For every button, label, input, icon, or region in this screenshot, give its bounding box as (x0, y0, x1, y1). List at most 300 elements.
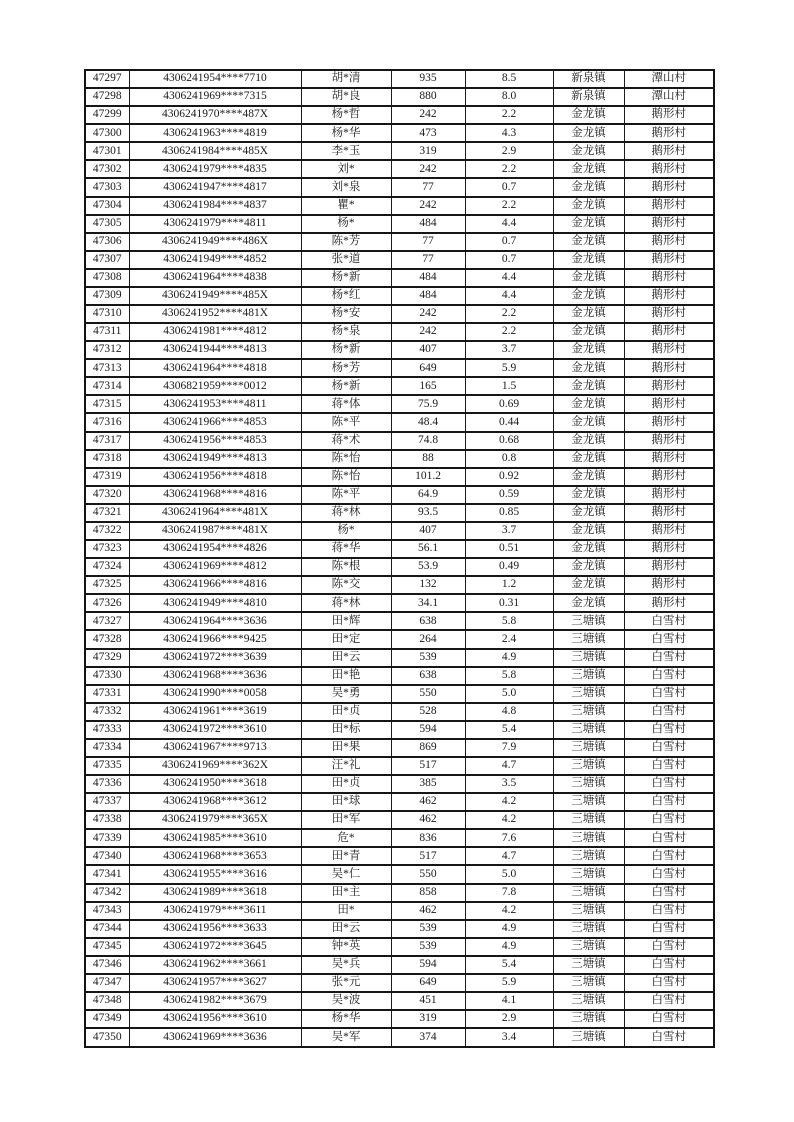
cell-town: 金龙镇 (553, 395, 624, 413)
cell-masked-id-number: 4306241956****3633 (129, 920, 301, 938)
cell-seq-number: 47347 (85, 974, 129, 992)
cell-value-1: 528 (391, 703, 465, 721)
cell-value-2: 0.68 (465, 432, 553, 450)
cell-masked-name: 钟*英 (301, 938, 391, 956)
table-row (85, 558, 714, 576)
table-row (85, 413, 714, 431)
cell-village: 白雪村 (624, 757, 714, 775)
cell-town: 三塘镇 (553, 884, 624, 902)
cell-masked-name: 杨*新 (301, 341, 391, 359)
cell-masked-id-number: 4306241966****4816 (129, 576, 301, 594)
table-row (85, 377, 714, 395)
cell-value-1: 550 (391, 685, 465, 703)
cell-masked-id-number: 4306241987****481X (129, 522, 301, 540)
cell-masked-name: 陈*平 (301, 486, 391, 504)
cell-town: 金龙镇 (553, 540, 624, 558)
cell-village: 鹅形村 (624, 178, 714, 196)
cell-value-2: 2.2 (465, 305, 553, 323)
cell-masked-name: 田*军 (301, 811, 391, 829)
cell-masked-id-number: 4306241969****4812 (129, 558, 301, 576)
cell-masked-name: 田*辉 (301, 612, 391, 630)
cell-value-2: 3.5 (465, 775, 553, 793)
cell-village: 白雪村 (624, 811, 714, 829)
cell-masked-name: 吴*军 (301, 1028, 391, 1047)
cell-seq-number: 47304 (85, 197, 129, 215)
table-row (85, 70, 714, 88)
cell-masked-name: 瞿* (301, 197, 391, 215)
cell-masked-name: 胡*良 (301, 88, 391, 106)
cell-masked-name: 蒋*林 (301, 504, 391, 522)
cell-value-2: 0.7 (465, 233, 553, 251)
cell-value-2: 2.9 (465, 142, 553, 160)
cell-value-1: 649 (391, 359, 465, 377)
table-row (85, 594, 714, 612)
cell-town: 金龙镇 (553, 486, 624, 504)
cell-town: 三塘镇 (553, 920, 624, 938)
cell-masked-id-number: 4306241962****3661 (129, 956, 301, 974)
table-row (85, 775, 714, 793)
cell-village: 鹅形村 (624, 359, 714, 377)
table-row (85, 106, 714, 124)
cell-seq-number: 47313 (85, 359, 129, 377)
cell-town: 新泉镇 (553, 88, 624, 106)
cell-town: 三塘镇 (553, 667, 624, 685)
cell-seq-number: 47322 (85, 522, 129, 540)
cell-village: 鹅形村 (624, 323, 714, 341)
cell-masked-id-number: 4306241982****3679 (129, 992, 301, 1010)
cell-masked-id-number: 4306241984****485X (129, 142, 301, 160)
cell-village: 鹅形村 (624, 341, 714, 359)
cell-town: 金龙镇 (553, 341, 624, 359)
cell-value-2: 5.8 (465, 612, 553, 630)
table-row (85, 323, 714, 341)
cell-value-2: 4.9 (465, 649, 553, 667)
cell-town: 三塘镇 (553, 829, 624, 847)
cell-masked-id-number: 4306241979****365X (129, 811, 301, 829)
table-row (85, 667, 714, 685)
cell-value-2: 5.4 (465, 721, 553, 739)
cell-village: 鹅形村 (624, 558, 714, 576)
cell-value-1: 264 (391, 630, 465, 648)
cell-masked-id-number: 4306241969****7315 (129, 88, 301, 106)
table-row (85, 829, 714, 847)
cell-village: 鹅形村 (624, 106, 714, 124)
cell-town: 金龙镇 (553, 106, 624, 124)
table-row (85, 884, 714, 902)
cell-value-1: 165 (391, 377, 465, 395)
cell-masked-id-number: 4306241956****4853 (129, 432, 301, 450)
cell-town: 三塘镇 (553, 757, 624, 775)
cell-seq-number: 47307 (85, 251, 129, 269)
cell-seq-number: 47297 (85, 70, 129, 88)
cell-masked-name: 吴*波 (301, 992, 391, 1010)
cell-masked-name: 陈*根 (301, 558, 391, 576)
cell-village: 鹅形村 (624, 233, 714, 251)
cell-masked-id-number: 4306241944****4813 (129, 341, 301, 359)
cell-seq-number: 47324 (85, 558, 129, 576)
cell-masked-name: 杨* (301, 215, 391, 233)
cell-value-1: 858 (391, 884, 465, 902)
table-row (85, 938, 714, 956)
records-table-container (84, 69, 713, 1048)
cell-value-1: 649 (391, 974, 465, 992)
cell-village: 鹅形村 (624, 287, 714, 305)
cell-value-2: 4.7 (465, 847, 553, 865)
cell-masked-id-number: 4306241952****481X (129, 305, 301, 323)
cell-value-1: 836 (391, 829, 465, 847)
cell-town: 三塘镇 (553, 739, 624, 757)
cell-village: 鹅形村 (624, 124, 714, 142)
cell-masked-name: 陈*平 (301, 413, 391, 431)
table-row (85, 305, 714, 323)
cell-seq-number: 47340 (85, 847, 129, 865)
cell-masked-id-number: 4306241972****3645 (129, 938, 301, 956)
cell-village: 白雪村 (624, 667, 714, 685)
cell-value-2: 5.0 (465, 865, 553, 883)
cell-seq-number: 47329 (85, 649, 129, 667)
cell-masked-id-number: 4306241984****4837 (129, 197, 301, 215)
cell-village: 白雪村 (624, 974, 714, 992)
cell-village: 白雪村 (624, 1010, 714, 1028)
cell-town: 金龙镇 (553, 160, 624, 178)
table-row (85, 178, 714, 196)
cell-value-2: 0.8 (465, 450, 553, 468)
cell-value-1: 484 (391, 269, 465, 287)
cell-town: 三塘镇 (553, 793, 624, 811)
cell-masked-name: 田*云 (301, 920, 391, 938)
cell-village: 白雪村 (624, 902, 714, 920)
cell-town: 三塘镇 (553, 902, 624, 920)
cell-value-1: 407 (391, 522, 465, 540)
cell-masked-id-number: 4306241985****3610 (129, 829, 301, 847)
cell-seq-number: 47316 (85, 413, 129, 431)
table-row (85, 793, 714, 811)
cell-masked-id-number: 4306241956****3610 (129, 1010, 301, 1028)
cell-town: 金龙镇 (553, 594, 624, 612)
cell-masked-id-number: 4306241957****3627 (129, 974, 301, 992)
cell-masked-name: 田*贞 (301, 775, 391, 793)
cell-value-2: 0.69 (465, 395, 553, 413)
cell-masked-id-number: 4306241979****4811 (129, 215, 301, 233)
cell-village: 白雪村 (624, 847, 714, 865)
records-table (84, 69, 715, 1048)
cell-seq-number: 47350 (85, 1028, 129, 1047)
cell-value-1: 880 (391, 88, 465, 106)
cell-village: 鹅形村 (624, 197, 714, 215)
cell-village: 白雪村 (624, 938, 714, 956)
cell-masked-id-number: 4306241969****3636 (129, 1028, 301, 1047)
cell-village: 白雪村 (624, 612, 714, 630)
cell-masked-id-number: 4306241968****3636 (129, 667, 301, 685)
cell-value-1: 517 (391, 847, 465, 865)
cell-village: 鹅形村 (624, 576, 714, 594)
cell-masked-id-number: 4306241954****7710 (129, 70, 301, 88)
cell-value-1: 77 (391, 178, 465, 196)
cell-masked-id-number: 4306241964****3636 (129, 612, 301, 630)
cell-value-1: 242 (391, 197, 465, 215)
table-row (85, 685, 714, 703)
cell-value-2: 7.9 (465, 739, 553, 757)
table-row (85, 504, 714, 522)
cell-seq-number: 47315 (85, 395, 129, 413)
cell-village: 白雪村 (624, 865, 714, 883)
cell-value-2: 8.0 (465, 88, 553, 106)
cell-value-1: 242 (391, 106, 465, 124)
cell-seq-number: 47344 (85, 920, 129, 938)
table-row (85, 721, 714, 739)
cell-seq-number: 47337 (85, 793, 129, 811)
table-row (85, 847, 714, 865)
cell-village: 白雪村 (624, 775, 714, 793)
cell-town: 金龙镇 (553, 504, 624, 522)
cell-masked-name: 吴*兵 (301, 956, 391, 974)
cell-masked-name: 陈*交 (301, 576, 391, 594)
cell-value-1: 869 (391, 739, 465, 757)
cell-seq-number: 47310 (85, 305, 129, 323)
cell-town: 金龙镇 (553, 522, 624, 540)
cell-village: 白雪村 (624, 685, 714, 703)
cell-masked-id-number: 4306241981****4812 (129, 323, 301, 341)
cell-value-1: 34.1 (391, 594, 465, 612)
table-row (85, 811, 714, 829)
cell-village: 鹅形村 (624, 251, 714, 269)
cell-seq-number: 47300 (85, 124, 129, 142)
cell-seq-number: 47306 (85, 233, 129, 251)
cell-seq-number: 47346 (85, 956, 129, 974)
cell-masked-name: 张*道 (301, 251, 391, 269)
cell-seq-number: 47338 (85, 811, 129, 829)
table-row (85, 251, 714, 269)
cell-masked-name: 危* (301, 829, 391, 847)
cell-town: 金龙镇 (553, 468, 624, 486)
cell-masked-name: 陈*芳 (301, 233, 391, 251)
cell-value-2: 4.1 (465, 992, 553, 1010)
cell-value-2: 0.85 (465, 504, 553, 522)
cell-masked-name: 田*青 (301, 847, 391, 865)
cell-village: 鹅形村 (624, 540, 714, 558)
cell-masked-name: 田*艳 (301, 667, 391, 685)
cell-value-2: 4.9 (465, 938, 553, 956)
cell-town: 金龙镇 (553, 233, 624, 251)
cell-seq-number: 47328 (85, 630, 129, 648)
cell-value-1: 242 (391, 160, 465, 178)
cell-seq-number: 47299 (85, 106, 129, 124)
cell-value-2: 7.8 (465, 884, 553, 902)
cell-village: 鹅形村 (624, 432, 714, 450)
table-row (85, 865, 714, 883)
cell-village: 鹅形村 (624, 269, 714, 287)
cell-value-2: 4.4 (465, 269, 553, 287)
cell-seq-number: 47332 (85, 703, 129, 721)
table-row (85, 197, 714, 215)
table-row (85, 703, 714, 721)
cell-town: 金龙镇 (553, 197, 624, 215)
cell-town: 三塘镇 (553, 865, 624, 883)
cell-seq-number: 47345 (85, 938, 129, 956)
cell-village: 鹅形村 (624, 215, 714, 233)
cell-value-2: 5.8 (465, 667, 553, 685)
cell-masked-id-number: 4306241954****4826 (129, 540, 301, 558)
cell-masked-name: 蒋*林 (301, 594, 391, 612)
cell-value-2: 2.9 (465, 1010, 553, 1028)
cell-masked-id-number: 4306241964****481X (129, 504, 301, 522)
cell-town: 新泉镇 (553, 70, 624, 88)
cell-value-2: 4.3 (465, 124, 553, 142)
table-row (85, 757, 714, 775)
cell-masked-id-number: 4306241964****4838 (129, 269, 301, 287)
table-row (85, 974, 714, 992)
cell-village: 白雪村 (624, 721, 714, 739)
cell-value-2: 0.49 (465, 558, 553, 576)
table-row (85, 739, 714, 757)
table-row (85, 956, 714, 974)
cell-value-2: 8.5 (465, 70, 553, 88)
cell-masked-id-number: 4306241968****3653 (129, 847, 301, 865)
cell-value-1: 539 (391, 938, 465, 956)
cell-value-2: 4.7 (465, 757, 553, 775)
cell-seq-number: 47319 (85, 468, 129, 486)
cell-village: 鹅形村 (624, 468, 714, 486)
cell-masked-id-number: 4306241963****4819 (129, 124, 301, 142)
cell-value-1: 88 (391, 450, 465, 468)
cell-seq-number: 47330 (85, 667, 129, 685)
cell-masked-id-number: 4306241966****4853 (129, 413, 301, 431)
cell-seq-number: 47305 (85, 215, 129, 233)
cell-town: 三塘镇 (553, 974, 624, 992)
cell-masked-name: 李*玉 (301, 142, 391, 160)
cell-seq-number: 47321 (85, 504, 129, 522)
cell-value-2: 0.92 (465, 468, 553, 486)
cell-seq-number: 47298 (85, 88, 129, 106)
cell-value-1: 473 (391, 124, 465, 142)
cell-town: 三塘镇 (553, 811, 624, 829)
cell-value-2: 4.2 (465, 793, 553, 811)
cell-value-2: 0.44 (465, 413, 553, 431)
cell-masked-name: 田*果 (301, 739, 391, 757)
cell-value-1: 484 (391, 287, 465, 305)
cell-town: 金龙镇 (553, 305, 624, 323)
table-row (85, 88, 714, 106)
cell-value-1: 638 (391, 612, 465, 630)
cell-town: 三塘镇 (553, 685, 624, 703)
cell-value-2: 2.2 (465, 160, 553, 178)
cell-masked-id-number: 4306241968****3612 (129, 793, 301, 811)
cell-seq-number: 47325 (85, 576, 129, 594)
cell-masked-name: 田* (301, 902, 391, 920)
cell-value-1: 374 (391, 1028, 465, 1047)
cell-masked-name: 杨*芳 (301, 359, 391, 377)
cell-masked-name: 汪*礼 (301, 757, 391, 775)
table-row (85, 920, 714, 938)
cell-village: 鹅形村 (624, 160, 714, 178)
cell-value-1: 64.9 (391, 486, 465, 504)
cell-village: 白雪村 (624, 829, 714, 847)
cell-seq-number: 47317 (85, 432, 129, 450)
cell-value-2: 3.7 (465, 341, 553, 359)
table-row (85, 1010, 714, 1028)
cell-village: 白雪村 (624, 956, 714, 974)
table-row (85, 124, 714, 142)
cell-value-2: 4.2 (465, 811, 553, 829)
cell-town: 三塘镇 (553, 847, 624, 865)
cell-masked-id-number: 4306241979****4835 (129, 160, 301, 178)
cell-village: 潭山村 (624, 88, 714, 106)
table-row (85, 486, 714, 504)
cell-masked-id-number: 4306241949****4813 (129, 450, 301, 468)
cell-town: 三塘镇 (553, 938, 624, 956)
cell-value-1: 77 (391, 233, 465, 251)
cell-masked-id-number: 4306241967****9713 (129, 739, 301, 757)
cell-masked-id-number: 4306241949****4852 (129, 251, 301, 269)
cell-masked-name: 杨*哲 (301, 106, 391, 124)
cell-town: 三塘镇 (553, 1028, 624, 1047)
cell-village: 鹅形村 (624, 522, 714, 540)
cell-masked-name: 张*元 (301, 974, 391, 992)
cell-town: 金龙镇 (553, 178, 624, 196)
cell-masked-name: 杨*安 (301, 305, 391, 323)
cell-masked-id-number: 4306241947****4817 (129, 178, 301, 196)
cell-village: 鹅形村 (624, 395, 714, 413)
cell-masked-id-number: 4306241990****0058 (129, 685, 301, 703)
cell-village: 白雪村 (624, 703, 714, 721)
table-row (85, 215, 714, 233)
cell-masked-name: 蒋*术 (301, 432, 391, 450)
cell-value-2: 2.4 (465, 630, 553, 648)
cell-masked-name: 杨*华 (301, 1010, 391, 1028)
cell-village: 白雪村 (624, 884, 714, 902)
cell-masked-id-number: 4306241966****9425 (129, 630, 301, 648)
cell-masked-name: 田*云 (301, 649, 391, 667)
cell-masked-name: 陈*怡 (301, 468, 391, 486)
table-row (85, 142, 714, 160)
cell-seq-number: 47312 (85, 341, 129, 359)
cell-village: 鹅形村 (624, 594, 714, 612)
table-row (85, 612, 714, 630)
cell-value-1: 550 (391, 865, 465, 883)
cell-village: 白雪村 (624, 992, 714, 1010)
cell-seq-number: 47343 (85, 902, 129, 920)
cell-village: 鹅形村 (624, 413, 714, 431)
table-row (85, 432, 714, 450)
cell-value-2: 5.0 (465, 685, 553, 703)
table-row (85, 160, 714, 178)
cell-value-1: 594 (391, 956, 465, 974)
table-row (85, 540, 714, 558)
cell-value-1: 539 (391, 920, 465, 938)
cell-seq-number: 47323 (85, 540, 129, 558)
cell-masked-name: 田*定 (301, 630, 391, 648)
cell-masked-name: 杨* (301, 522, 391, 540)
cell-masked-name: 蒋*华 (301, 540, 391, 558)
cell-village: 鹅形村 (624, 305, 714, 323)
cell-town: 金龙镇 (553, 269, 624, 287)
cell-masked-name: 田*标 (301, 721, 391, 739)
cell-town: 三塘镇 (553, 703, 624, 721)
cell-masked-name: 吴*仁 (301, 865, 391, 883)
cell-village: 鹅形村 (624, 450, 714, 468)
cell-masked-name: 胡*清 (301, 70, 391, 88)
cell-village: 鹅形村 (624, 504, 714, 522)
cell-value-2: 5.9 (465, 359, 553, 377)
cell-masked-id-number: 4306241969****362X (129, 757, 301, 775)
cell-town: 三塘镇 (553, 992, 624, 1010)
cell-seq-number: 47334 (85, 739, 129, 757)
cell-town: 金龙镇 (553, 576, 624, 594)
table-row (85, 630, 714, 648)
cell-seq-number: 47333 (85, 721, 129, 739)
cell-town: 金龙镇 (553, 413, 624, 431)
cell-masked-id-number: 4306241950****3618 (129, 775, 301, 793)
